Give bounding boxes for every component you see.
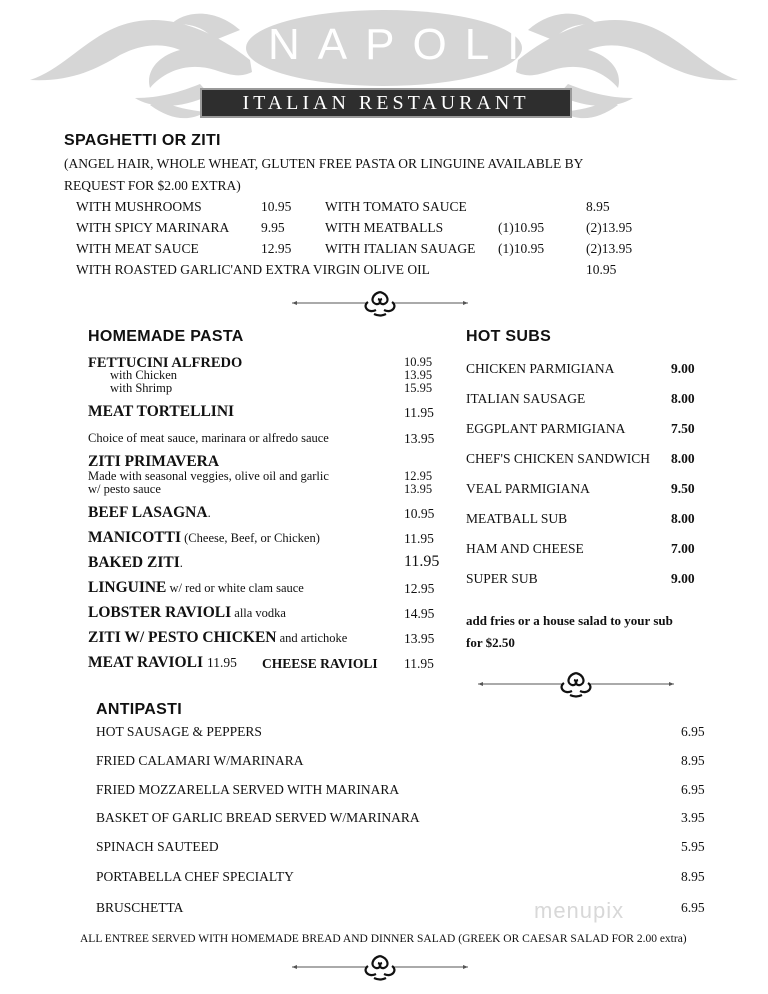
antipasti-section-title: ANTIPASTI xyxy=(96,701,182,718)
antipasti-item-price: 6.95 xyxy=(681,900,705,915)
pasta-item-price: 14.95 xyxy=(404,606,435,621)
antipasti-item-name: HOT SAUSAGE & PEPPERS xyxy=(96,724,262,739)
ornament-divider xyxy=(478,669,674,699)
antipasti-item-price: 6.95 xyxy=(681,782,705,797)
pasta-item-desc: . xyxy=(179,556,183,570)
antipasti-item-name: PORTABELLA CHEF SPECIALTY xyxy=(96,869,294,884)
pasta-item-price: 11.95 xyxy=(404,656,434,671)
pasta-item xyxy=(88,529,320,547)
pasta-item-desc: alla vodka xyxy=(231,606,286,620)
spaghetti-item-name: WITH ITALIAN SAUAGE xyxy=(325,241,476,256)
sub-item-name: EGGPLANT PARMIGIANA xyxy=(466,421,626,436)
pasta-option-price: 12.95 xyxy=(404,469,433,483)
antipasti-item-price: 6.95 xyxy=(681,724,705,739)
pasta-item-name: ZITI W/ PESTO CHICKEN xyxy=(88,629,277,646)
subs-addon-note: add fries or a house salad to your sub xyxy=(466,613,673,628)
pasta-option: with Chicken xyxy=(110,368,178,382)
spaghetti-item-price: 12.95 xyxy=(261,241,292,256)
sub-item-price: 9.00 xyxy=(671,361,695,376)
restaurant-subtitle: ITALIAN RESTAURANT xyxy=(200,88,572,118)
spaghetti-item-name: WITH ROASTED GARLIC'AND EXTRA VIRGIN OLIVE OIL xyxy=(76,262,430,277)
spaghetti-item-price: 10.95 xyxy=(586,262,617,277)
sub-item-price: 7.00 xyxy=(671,541,695,556)
pasta-item-price: 11.95 xyxy=(207,655,237,670)
pasta-option: Choice of meat sauce, marinara or alfredo sauce xyxy=(88,431,329,445)
spaghetti-note-line1: (ANGEL HAIR, WHOLE WHEAT, GLUTEN FREE PASTA OR LINGUINE AVAILABLE BY xyxy=(64,156,584,171)
pasta-item-desc: (Cheese, Beef, or Chicken) xyxy=(181,531,320,545)
spaghetti-note-line2: REQUEST FOR $2.00 EXTRA) xyxy=(64,178,241,193)
pasta-item-name: CHEESE RAVIOLI xyxy=(262,656,378,671)
pasta-item-name: BEEF LASAGNA xyxy=(88,504,208,521)
pasta-item-name: MEAT TORTELLINI xyxy=(88,403,235,420)
spaghetti-item-price: (2)13.95 xyxy=(586,241,633,256)
footer-note: ALL ENTREE SERVED WITH HOMEMADE BREAD AND DINNER SALAD (GREEK OR CAESAR SALAD FOR 2.00 extra) xyxy=(80,933,687,945)
spaghetti-item-price: 9.95 xyxy=(261,220,285,235)
pasta-item-price: 10.95 xyxy=(404,355,433,369)
spaghetti-item-price: (1)10.95 xyxy=(498,241,545,256)
pasta-item-price: 13.95 xyxy=(404,631,435,646)
spaghetti-section-title: SPAGHETTI OR ZITI xyxy=(64,132,221,149)
pasta-item-name: FETTUCINI ALFREDO xyxy=(88,355,243,371)
antipasti-item-name: BASKET OF GARLIC BREAD SERVED W/MARINARA xyxy=(96,810,420,825)
pasta-option-price: 13.95 xyxy=(404,431,435,446)
antipasti-item-name: FRIED CALAMARI W/MARINARA xyxy=(96,753,304,768)
pasta-option: w/ pesto sauce xyxy=(88,482,161,496)
antipasti-item-name: BRUSCHETTA xyxy=(96,900,184,915)
pasta-option-price: 13.95 xyxy=(404,368,433,382)
sub-item-name: SUPER SUB xyxy=(466,571,538,586)
antipasti-item-price: 5.95 xyxy=(681,839,705,854)
sub-item-name: VEAL PARMIGIANA xyxy=(466,481,590,496)
spaghetti-item-name: WITH SPICY MARINARA xyxy=(76,220,230,235)
pasta-item-price: 12.95 xyxy=(404,581,435,596)
sub-item-price: 7.50 xyxy=(671,421,695,436)
spaghetti-item-price: 10.95 xyxy=(261,199,292,214)
sub-item-price: 8.00 xyxy=(671,451,695,466)
pasta-item xyxy=(88,604,286,622)
pasta-item-name: LINGUINE xyxy=(88,579,167,596)
pasta-option: Made with seasonal veggies, olive oil and garlic xyxy=(88,469,329,483)
pasta-option-price: 13.95 xyxy=(404,482,433,496)
subs-addon-note: for $2.50 xyxy=(466,635,515,650)
pasta-item-name: MEAT RAVIOLI xyxy=(88,654,203,671)
sub-item-price: 9.00 xyxy=(671,571,695,586)
spaghetti-item-name: WITH TOMATO SAUCE xyxy=(325,199,467,214)
pasta-item-name: MANICOTTI xyxy=(88,529,182,546)
restaurant-name: NAPOLI xyxy=(268,20,538,69)
sub-item-price: 9.50 xyxy=(671,481,695,496)
pasta-item-desc: and artichoke xyxy=(276,631,348,645)
pasta-item-price: 11.95 xyxy=(404,553,440,570)
watermark: menupix xyxy=(534,898,625,923)
ornament-divider xyxy=(292,288,468,318)
pasta-section-title: HOMEMADE PASTA xyxy=(88,328,244,345)
pasta-item-name: LOBSTER RAVIOLI xyxy=(88,604,232,621)
sub-item-name: HAM AND CHEESE xyxy=(466,541,584,556)
pasta-item xyxy=(88,629,347,647)
pasta-item-name: BAKED ZITI xyxy=(88,554,180,571)
pasta-item-price: 11.95 xyxy=(404,405,434,420)
sub-item-name: ITALIAN SAUSAGE xyxy=(466,391,586,406)
spaghetti-item-name: WITH MEAT SAUCE xyxy=(76,241,199,256)
pasta-item-price: 11.95 xyxy=(404,531,434,546)
antipasti-item-price: 3.95 xyxy=(681,810,705,825)
antipasti-item-price: 8.95 xyxy=(681,753,705,768)
pasta-item-desc: w/ red or white clam sauce xyxy=(166,581,304,595)
spaghetti-item-price: 8.95 xyxy=(586,199,610,214)
pasta-item xyxy=(88,554,183,572)
ornament-divider xyxy=(292,952,468,982)
antipasti-item-name: FRIED MOZZARELLA SERVED WITH MARINARA xyxy=(96,782,400,797)
pasta-item xyxy=(88,654,237,672)
antipasti-item-name: SPINACH SAUTEED xyxy=(96,839,219,854)
pasta-item xyxy=(88,504,211,522)
spaghetti-item-name: WITH MEATBALLS xyxy=(325,220,444,235)
pasta-option: with Shrimp xyxy=(110,381,173,395)
sub-item-price: 8.00 xyxy=(671,391,695,406)
sub-item-name: CHEF'S CHICKEN SANDWICH xyxy=(466,451,650,466)
pasta-item xyxy=(88,579,304,597)
sub-item-price: 8.00 xyxy=(671,511,695,526)
subs-section-title: HOT SUBS xyxy=(466,328,552,345)
pasta-item-name: ZITI PRIMAVERA xyxy=(88,453,220,470)
spaghetti-item-name: WITH MUSHROOMS xyxy=(76,199,202,214)
sub-item-name: MEATBALL SUB xyxy=(466,511,568,526)
pasta-option-price: 15.95 xyxy=(404,381,433,395)
antipasti-item-price: 8.95 xyxy=(681,869,705,884)
pasta-item-price: 10.95 xyxy=(404,506,435,521)
pasta-item-desc: . xyxy=(207,506,211,520)
spaghetti-item-price: (1)10.95 xyxy=(498,220,545,235)
sub-item-name: CHICKEN PARMIGIANA xyxy=(466,361,615,376)
spaghetti-item-price: (2)13.95 xyxy=(586,220,633,235)
